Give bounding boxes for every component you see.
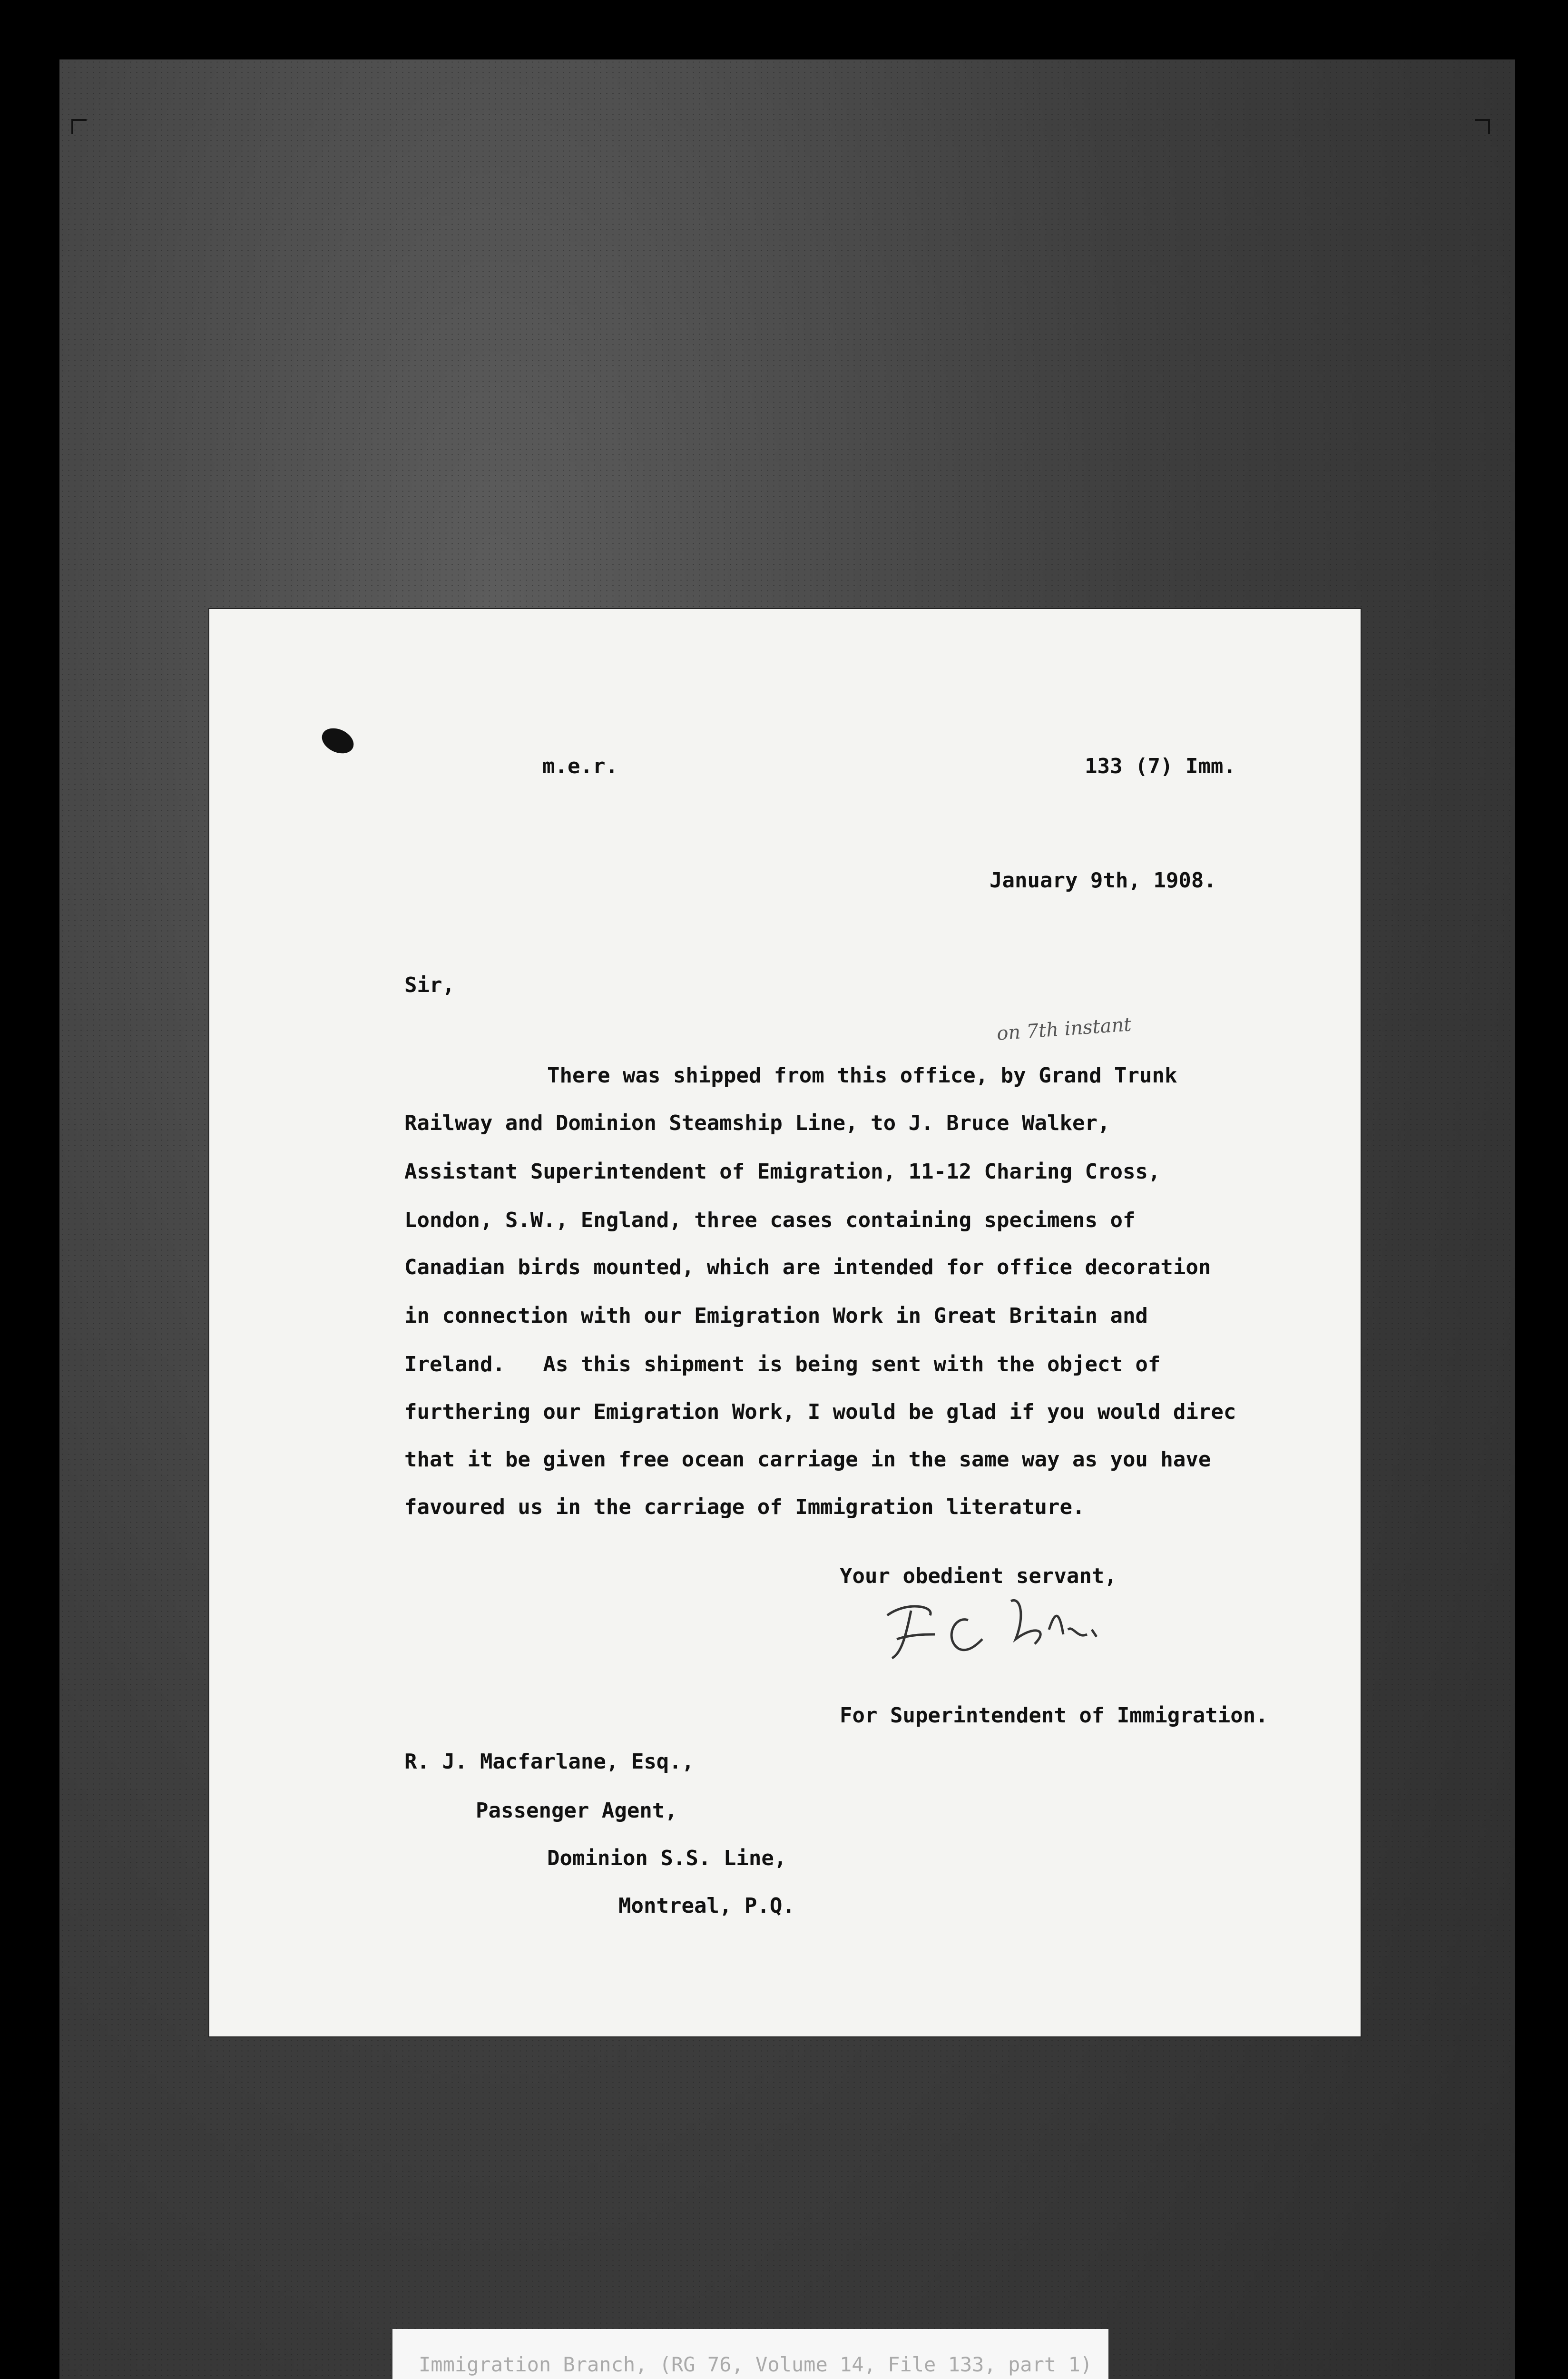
file-reference: 133 (7) Imm. (1085, 754, 1236, 778)
body-line: There was shipped from this office, by Grand Trunk (547, 1063, 1177, 1088)
punch-hole (318, 723, 358, 758)
address-line: Montreal, P.Q. (618, 1894, 795, 1918)
address-line: R. J. Macfarlane, Esq., (404, 1750, 695, 1774)
body-line: Assistant Superintendent of Emigration, 11-12 Charing Cross, (404, 1160, 1161, 1184)
letter-date: January 9th, 1908. (990, 868, 1216, 893)
handwritten-annotation: on 7th instant (996, 1013, 1132, 1045)
address-line: Passenger Agent, (476, 1799, 677, 1823)
reference-slip: Immigration Branch, (RG 76, Volume 14, File 133, part 1) (392, 2329, 1108, 2379)
body-line: Ireland. As this shipment is being sent with the object of (404, 1352, 1161, 1376)
closing: Your obedient servant, (840, 1564, 1117, 1588)
body-line: furthering our Emigration Work, I would be glad if you would direc (404, 1400, 1236, 1424)
body-line: in connection with our Emigration Work in Great Britain and (404, 1304, 1148, 1328)
signer-title: For Superintendent of Immigration. (840, 1703, 1268, 1728)
body-line: favoured us in the carriage of Immigration literature. (404, 1495, 1085, 1519)
address-line: Dominion S.S. Line, (547, 1846, 787, 1870)
initials: m.e.r. (542, 754, 618, 778)
salutation: Sir, (404, 973, 455, 997)
corner-mark (71, 119, 87, 134)
body-line: that it be given free ocean carriage in the same way as you have (404, 1447, 1211, 1472)
corner-mark (1475, 119, 1490, 134)
body-line: London, S.W., England, three cases containing specimens of (404, 1208, 1136, 1232)
letter-page (209, 609, 1361, 2036)
body-line: Railway and Dominion Steamship Line, to J. Bruce Walker, (404, 1111, 1110, 1135)
handwritten-signature (878, 1587, 1125, 1668)
body-line: Canadian birds mounted, which are intended for office decoration (404, 1255, 1211, 1279)
